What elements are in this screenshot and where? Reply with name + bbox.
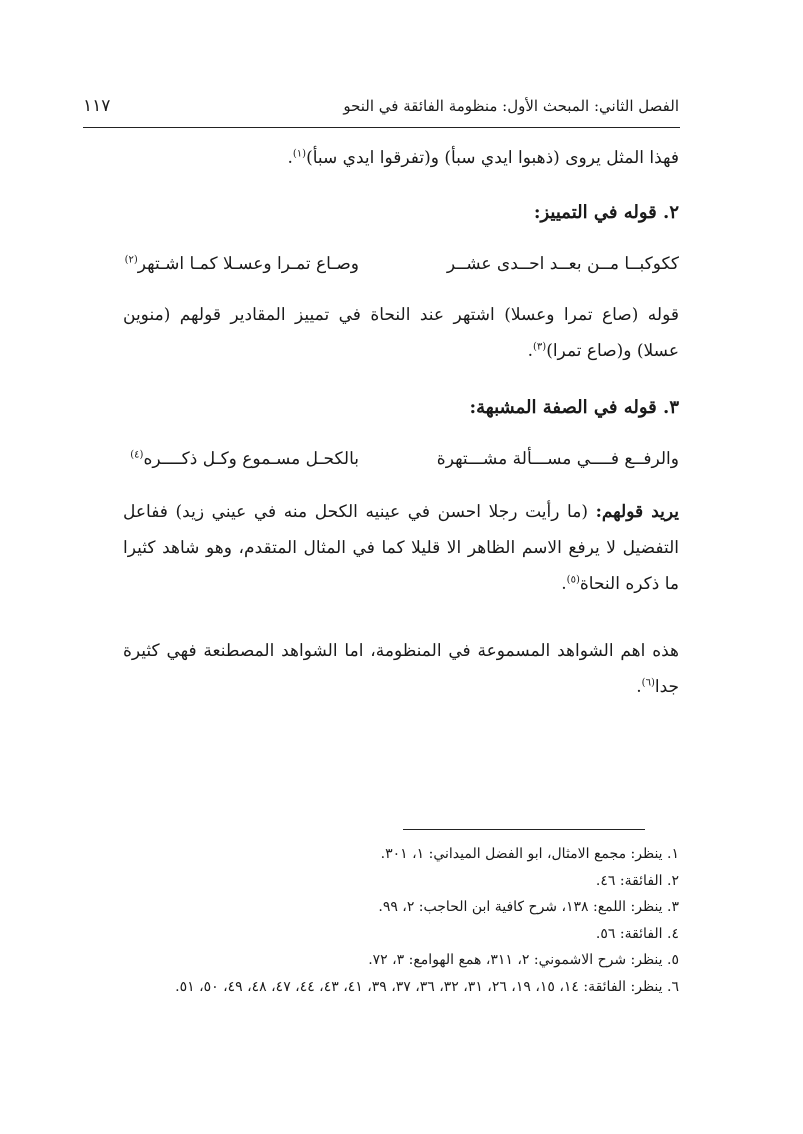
paragraph-4: [123, 633, 679, 705]
section-heading-sifa-mushabbaha: ٣. قوله في الصفة المشبهة:: [469, 397, 679, 418]
footnote-ref-6: (٦): [641, 677, 655, 689]
verse-2-first-hemistich: والرفــع فــــي مســـألة مشـــتهرة: [436, 449, 679, 469]
footnote-ref-1: (١): [292, 148, 307, 160]
header-rule: [83, 127, 680, 128]
footnote-4: ٤. الفائقة: ٥٦.: [595, 925, 679, 942]
paragraph-3: [123, 494, 679, 602]
paragraph-3-lead: يريد قولهم:: [595, 502, 680, 522]
verse-2-second-hemistich: [130, 449, 359, 469]
verse-1-second-text: وصـاع تمـرا وعسـلا كمـا اشـتهر: [137, 254, 359, 274]
running-header-title: الفصل الثاني: المبحث الأول: منظومة الفائقة في النحو: [343, 97, 679, 115]
paragraph-2: [123, 297, 679, 369]
footnote-6: ٦. ينظر: الفائقة: ١٤، ١٥، ١٩، ٢٦، ٣١، ٣٢، ٣٦، ٣٧، ٣٩، ٤١، ٤٣، ٤٤، ٤٧، ٤٨، ٤٩، ٥٠، ٥١.: [175, 978, 679, 995]
footnotes: [79, 841, 679, 1000]
footnote-ref-4: (٤): [130, 449, 144, 461]
footnote-5: ٥. ينظر: شرح الاشموني: ٢، ٣١١، همع الهوامع: ٣، ٧٢.: [368, 952, 679, 968]
verse-2-second-text: بالكحـل مسـموع وكـل ذكــــره: [143, 449, 359, 469]
paragraph-1-text: فهذا المثل يروى (ذهبوا ايدي سبأ) و(تفرقوا ايدي سبأ): [306, 148, 679, 168]
footnote-ref-5: (٥): [566, 574, 580, 586]
paragraph-3-text: (ما رأيت رجلا احسن في عينيه الكحل منه في عيني زيد) ففاعل التفضيل لا يرفع الاسم الظاهر الا قليلا كما في المثال المتقدم، وهو شاهد كثيرا ما ذكره النحاة: [123, 502, 679, 594]
footnote-separator: [403, 829, 645, 830]
verse-1: [123, 254, 679, 288]
footnote-ref-3: (٣): [533, 341, 547, 353]
footnote-3: ٣. ينظر: اللمع: ١٣٨، شرح كافية ابن الحاجب: ٢، ٩٩.: [378, 899, 679, 915]
verse-1-second-hemistich: [125, 254, 359, 274]
paragraph-1: [123, 140, 679, 176]
footnote-1: ١. ينظر: مجمع الامثال، ابو الفضل الميداني: ١، ٣٠١.: [380, 846, 679, 862]
footnote-ref-2: (٢): [124, 254, 138, 266]
paragraph-3-end: .: [561, 574, 567, 594]
paragraph-2-text: قوله (صاع تمرا وعسلا) اشتهر عند النحاة في تمييز المقادير قولهم (منوين عسلا) و(صاع تمرا): [123, 305, 679, 361]
verse-2: [123, 449, 679, 483]
section-heading-tamyeez: ٢. قوله في التمييز:: [533, 202, 679, 223]
paragraph-1-end: .: [287, 148, 293, 168]
verse-1-first-hemistich: ككوكبــا مــن بعــد احــدى عشــر: [446, 254, 679, 274]
paragraph-4-text: هذه اهم الشواهد المسموعة في المنظومة، اما الشواهد المصطنعة فهي كثيرة جدا: [123, 641, 679, 697]
paragraph-4-end: .: [636, 677, 642, 697]
footnote-2: ٢. الفائقة: ٤٦.: [595, 872, 679, 889]
paragraph-2-end: .: [527, 341, 534, 361]
page-number: ١١٧: [83, 96, 111, 116]
